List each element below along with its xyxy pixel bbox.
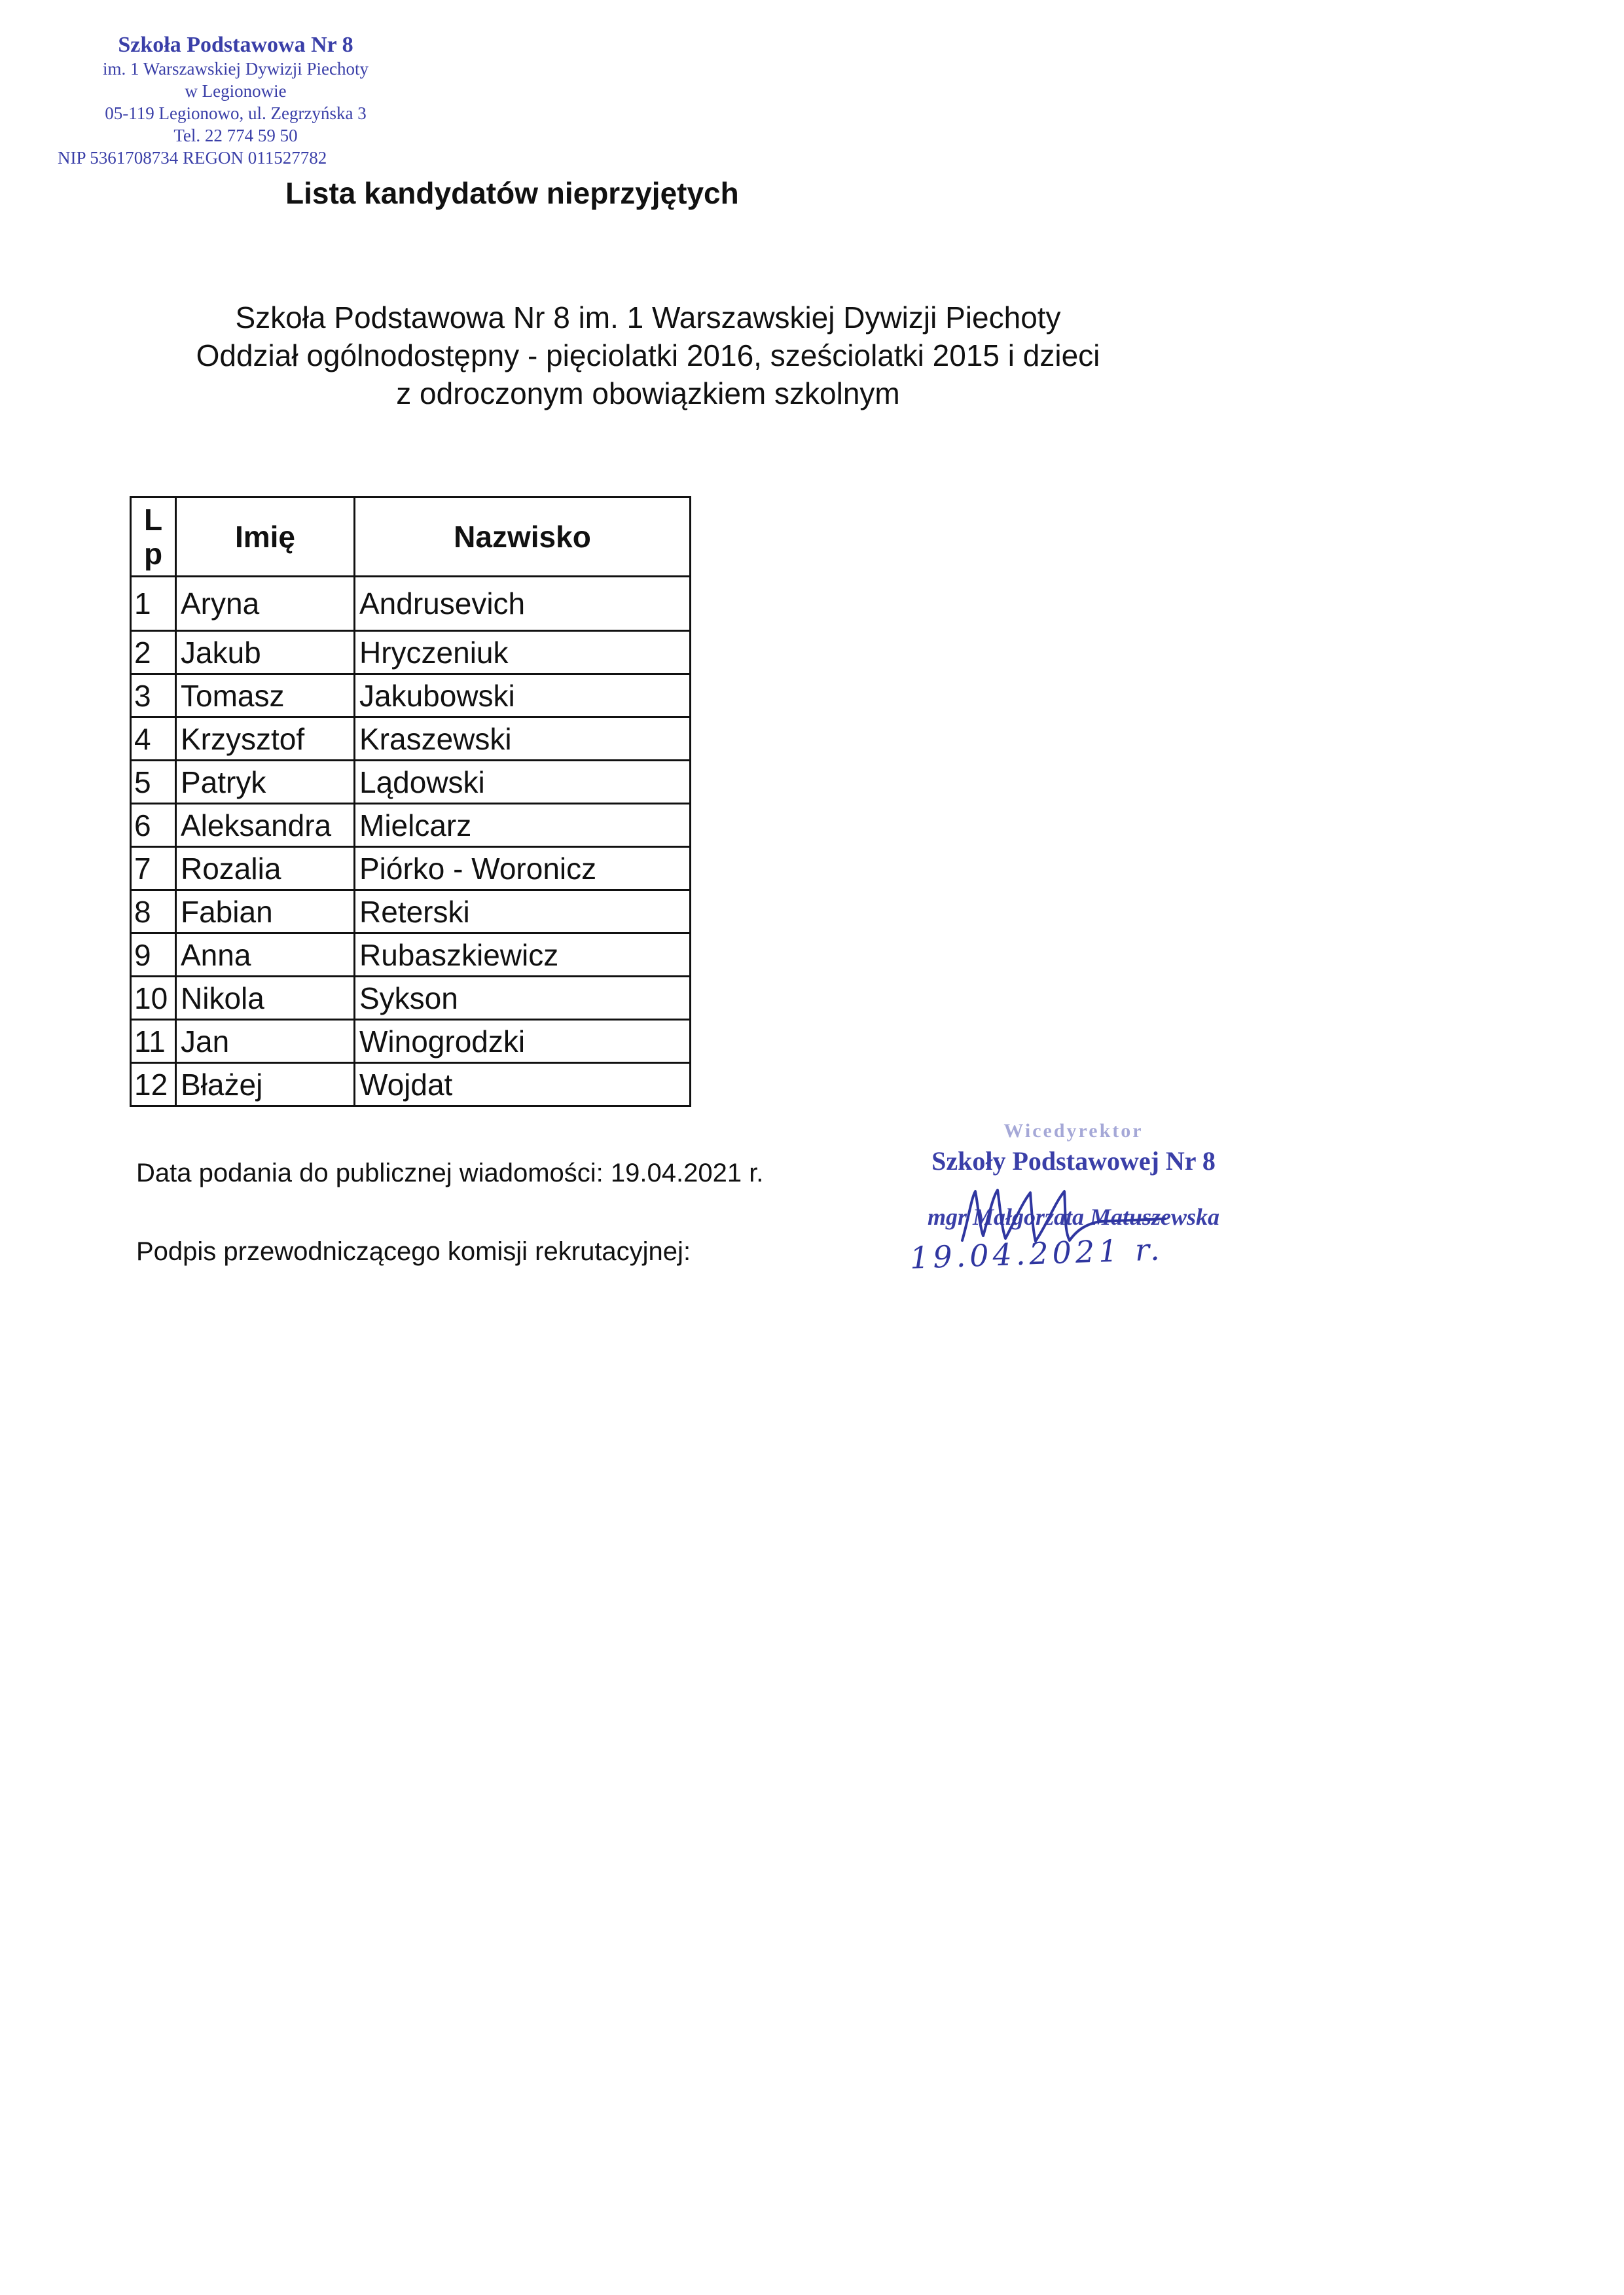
- stamp-school-patron: im. 1 Warszawskiej Dywizji Piechoty: [102, 59, 369, 79]
- stamp-person: mgr Małgorzata Matuszewska: [927, 1204, 1220, 1230]
- header-first-name: Imię: [176, 497, 355, 577]
- cell-lp: 11: [131, 1020, 176, 1063]
- cell-last-name: Wojdat: [355, 1063, 691, 1106]
- table-row: [131, 890, 691, 933]
- cell-lp: 12: [131, 1063, 176, 1106]
- cell-last-name: Winogrodzki: [355, 1020, 691, 1063]
- stamp-school-ids: NIP 5361708734 REGON 011527782: [58, 148, 327, 168]
- table-row: [131, 847, 691, 890]
- table-header-row: [131, 497, 691, 577]
- stamp-school-phone: Tel. 22 774 59 50: [173, 126, 298, 145]
- header-lp-bottom: p: [143, 537, 163, 571]
- cell-first-name: Jakub: [176, 631, 355, 674]
- school-name-line: Szkoła Podstawowa Nr 8 im. 1 Warszawskiej Dywizji Piechoty: [235, 300, 1061, 334]
- header-lp: [131, 497, 176, 577]
- table-row: [131, 1063, 691, 1106]
- cell-first-name: Patryk: [176, 761, 355, 804]
- signature-label: Podpis przewodniczącego komisji rekrutacyjnej:: [136, 1237, 691, 1266]
- cell-first-name: Aryna: [176, 577, 355, 631]
- cell-lp: 8: [131, 890, 176, 933]
- cell-first-name: Anna: [176, 933, 355, 977]
- cell-last-name: Piórko - Woronicz: [355, 847, 691, 890]
- document-title: Lista kandydatów nieprzyjętych: [285, 176, 739, 210]
- cell-last-name: Sykson: [355, 977, 691, 1020]
- school-header-stamp: [52, 33, 419, 169]
- table-row: [131, 674, 691, 717]
- cell-last-name: Kraszewski: [355, 717, 691, 761]
- cell-first-name: Tomasz: [176, 674, 355, 717]
- cell-first-name: Jan: [176, 1020, 355, 1063]
- header-last-name: Nazwisko: [355, 497, 691, 577]
- cell-lp: 1: [131, 577, 176, 631]
- cell-first-name: Fabian: [176, 890, 355, 933]
- cell-last-name: Reterski: [355, 890, 691, 933]
- cell-first-name: Krzysztof: [176, 717, 355, 761]
- table-row: [131, 631, 691, 674]
- header-lp-top: L: [143, 503, 163, 537]
- stamp-school: Szkoły Podstawowej Nr 8: [931, 1146, 1216, 1176]
- cell-last-name: Jakubowski: [355, 674, 691, 717]
- division-line-continued: z odroczonym obowiązkiem szkolnym: [396, 376, 900, 410]
- cell-last-name: Hryczeniuk: [355, 631, 691, 674]
- cell-lp: 10: [131, 977, 176, 1020]
- table-row: [131, 577, 691, 631]
- table-row: [131, 1020, 691, 1063]
- cell-lp: 5: [131, 761, 176, 804]
- cell-last-name: Lądowski: [355, 761, 691, 804]
- cell-lp: 6: [131, 804, 176, 847]
- cell-last-name: Rubaszkiewicz: [355, 933, 691, 977]
- cell-lp: 3: [131, 674, 176, 717]
- table-row: [131, 933, 691, 977]
- publication-date: Data podania do publicznej wiadomości: 19.04.2021 r.: [136, 1159, 764, 1187]
- school-description: [118, 298, 1178, 412]
- cell-first-name: Nikola: [176, 977, 355, 1020]
- cell-lp: 7: [131, 847, 176, 890]
- cell-first-name: Rozalia: [176, 847, 355, 890]
- handwritten-date: 19.04.2021 r.: [909, 1231, 1164, 1276]
- cell-first-name: Błażej: [176, 1063, 355, 1106]
- cell-last-name: Andrusevich: [355, 577, 691, 631]
- cell-first-name: Aleksandra: [176, 804, 355, 847]
- stamp-role: Wicedyrektor: [1003, 1120, 1144, 1142]
- candidates-table: [130, 496, 691, 1107]
- table-row: [131, 977, 691, 1020]
- cell-last-name: Mielcarz: [355, 804, 691, 847]
- division-line: Oddział ogólnodostępny - pięciolatki 2016, sześciolatki 2015 i dzieci: [196, 338, 1100, 372]
- cell-lp: 4: [131, 717, 176, 761]
- stamp-school-city: w Legionowie: [185, 81, 287, 101]
- stamp-school-address: 05-119 Legionowo, ul. Zegrzyńska 3: [105, 103, 367, 123]
- table-row: [131, 761, 691, 804]
- stamp-school-name: Szkoła Podstawowa Nr 8: [118, 33, 353, 57]
- cell-lp: 9: [131, 933, 176, 977]
- table-row: [131, 717, 691, 761]
- cell-lp: 2: [131, 631, 176, 674]
- table-row: [131, 804, 691, 847]
